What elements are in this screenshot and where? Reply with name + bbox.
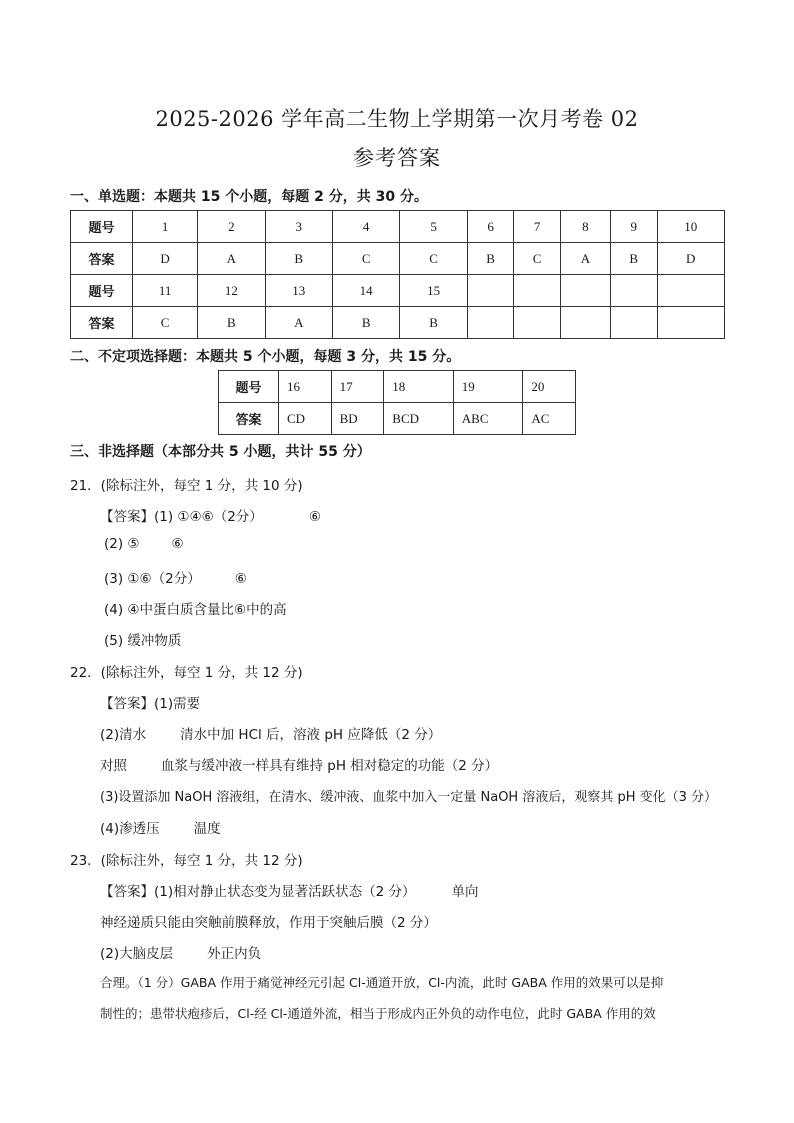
- answer-label: 答案: [219, 403, 279, 435]
- section1-heading: 一、单选题：本题共 15 个小题，每题 2 分，共 30 分。: [70, 189, 428, 205]
- question-number: 6: [467, 211, 514, 243]
- answer-cell: CD: [279, 403, 332, 435]
- question-number: 13: [265, 275, 332, 307]
- single-choice-table: [70, 210, 725, 339]
- q21-header: 21．(除标注外，每空 1 分，共 10 分): [70, 478, 303, 494]
- answer-text: (2) ⑤: [104, 536, 140, 552]
- answer-cell: ABC: [453, 403, 523, 435]
- q22-answer-line: [100, 723, 441, 743]
- answer-cell: B: [467, 243, 514, 275]
- answer-cell: B: [265, 243, 332, 275]
- empty-cell: [610, 275, 657, 307]
- answer-text: (4)渗透压: [100, 821, 160, 837]
- table-row: [219, 371, 576, 403]
- q21-answer-line: [104, 536, 184, 552]
- empty-cell: [657, 307, 725, 339]
- q22-answer-line: (3)设置添加 NaOH 溶液组，在清水、缓冲液、血浆中加入一定量 NaOH 溶液后，观察其 pH 变化（3 分）: [100, 790, 718, 805]
- answer-cell: C: [332, 243, 399, 275]
- answer-cell: BD: [331, 403, 384, 435]
- empty-cell: [560, 275, 610, 307]
- question-number: 4: [332, 211, 399, 243]
- question-number: 2: [198, 211, 265, 243]
- q21-answer-line: (5) 缓冲物质: [104, 633, 182, 649]
- question-number: 15: [400, 275, 467, 307]
- question-number: 1: [133, 211, 198, 243]
- table-row: [71, 211, 725, 243]
- answer-text: 【答案】(1) ①④⑥（2分）: [100, 509, 263, 525]
- table-row: [71, 307, 725, 339]
- answer-label: 答案: [71, 243, 133, 275]
- answer-text: ⑥: [171, 536, 184, 552]
- answer-cell: AC: [523, 403, 576, 435]
- answer-text: ⑥: [234, 571, 247, 587]
- page-subtitle: 参考答案: [353, 146, 441, 170]
- answer-cell: A: [560, 243, 610, 275]
- question-number: 7: [514, 211, 561, 243]
- q21-answer-line: (4) ④中蛋白质含量比⑥中的高: [104, 602, 287, 618]
- empty-cell: [467, 307, 514, 339]
- section3-heading: 三、非选择题（本部分共 5 小题，共计 55 分）: [70, 444, 371, 460]
- q23-answer-line: 制性的；患带状疱疹后，Cl-经 Cl-通道外流，相当于形成内正外负的动作电位，此时 GABA 作用的效: [100, 1006, 656, 1021]
- q23-answer-line: [100, 942, 261, 962]
- empty-cell: [514, 307, 561, 339]
- question-label: 题号: [71, 275, 133, 307]
- answer-cell: A: [265, 307, 332, 339]
- question-label: 题号: [219, 371, 279, 403]
- q22-answer-line: [100, 754, 498, 774]
- q22-answer-line: [100, 817, 221, 837]
- section2-heading: 二、不定项选择题：本题共 5 个小题，每题 3 分，共 15 分。: [70, 349, 461, 365]
- question-label: 题号: [71, 211, 133, 243]
- answer-cell: C: [514, 243, 561, 275]
- answer-text: 清水中加 HCl 后，溶液 pH 应降低（2 分）: [180, 727, 442, 743]
- q22-answer-line: 【答案】(1)需要: [100, 696, 201, 712]
- q23-answer-line: 神经递质只能由突触前膜释放，作用于突触后膜（2 分）: [100, 915, 437, 931]
- question-number: 12: [198, 275, 265, 307]
- empty-cell: [610, 307, 657, 339]
- answer-text: 温度: [193, 821, 221, 837]
- q23-header: 23．(除标注外，每空 1 分，共 12 分): [70, 853, 303, 869]
- empty-cell: [467, 275, 514, 307]
- question-number: 8: [560, 211, 610, 243]
- question-number: 14: [332, 275, 399, 307]
- answer-text: 外正内负: [207, 946, 262, 962]
- question-number: 20: [523, 371, 576, 403]
- multi-choice-table: [218, 370, 576, 435]
- question-number: 11: [133, 275, 198, 307]
- page-title: 2025-2026 学年高二生物上学期第一次月考卷 02: [155, 107, 639, 131]
- answer-label: 答案: [71, 307, 133, 339]
- empty-cell: [514, 275, 561, 307]
- question-number: 5: [400, 211, 467, 243]
- empty-cell: [560, 307, 610, 339]
- table-row: [219, 403, 576, 435]
- q23-answer-line: 合理。（1 分）GABA 作用于痛觉神经元引起 Cl-通道开放，Cl-内流，此时 GABA 作用的效果可以是抑: [100, 975, 664, 990]
- answer-cell: D: [657, 243, 725, 275]
- answer-cell: B: [400, 307, 467, 339]
- answer-text: (3) ①⑥（2分）: [104, 571, 201, 587]
- q22-header: 22．(除标注外，每空 1 分，共 12 分): [70, 665, 303, 681]
- answer-cell: BCD: [384, 403, 454, 435]
- answer-text: ⑥: [308, 509, 321, 525]
- question-number: 17: [331, 371, 384, 403]
- answer-text: 单向: [451, 884, 479, 900]
- answer-cell: C: [133, 307, 198, 339]
- table-row: [71, 275, 725, 307]
- question-number: 9: [610, 211, 657, 243]
- answer-cell: B: [332, 307, 399, 339]
- answer-text: (2)清水: [100, 727, 147, 743]
- question-number: 18: [384, 371, 454, 403]
- question-number: 3: [265, 211, 332, 243]
- q23-answer-line: [100, 880, 479, 900]
- answer-text: (2)大脑皮层: [100, 946, 174, 962]
- answer-cell: A: [198, 243, 265, 275]
- answer-text: 对照: [100, 758, 127, 774]
- answer-cell: D: [133, 243, 198, 275]
- answer-text: 【答案】(1)相对静止状态变为显著活跃状态（2 分）: [100, 884, 416, 900]
- answer-cell: C: [400, 243, 467, 275]
- q21-answer-line: [104, 567, 247, 587]
- answer-cell: B: [610, 243, 657, 275]
- q21-answer-line: [100, 505, 321, 525]
- answer-text: 血浆与缓冲液一样具有维持 pH 相对稳定的功能（2 分）: [161, 758, 499, 774]
- table-row: [71, 243, 725, 275]
- question-number: 19: [453, 371, 523, 403]
- question-number: 16: [279, 371, 332, 403]
- answer-cell: B: [198, 307, 265, 339]
- question-number: 10: [657, 211, 725, 243]
- empty-cell: [657, 275, 725, 307]
